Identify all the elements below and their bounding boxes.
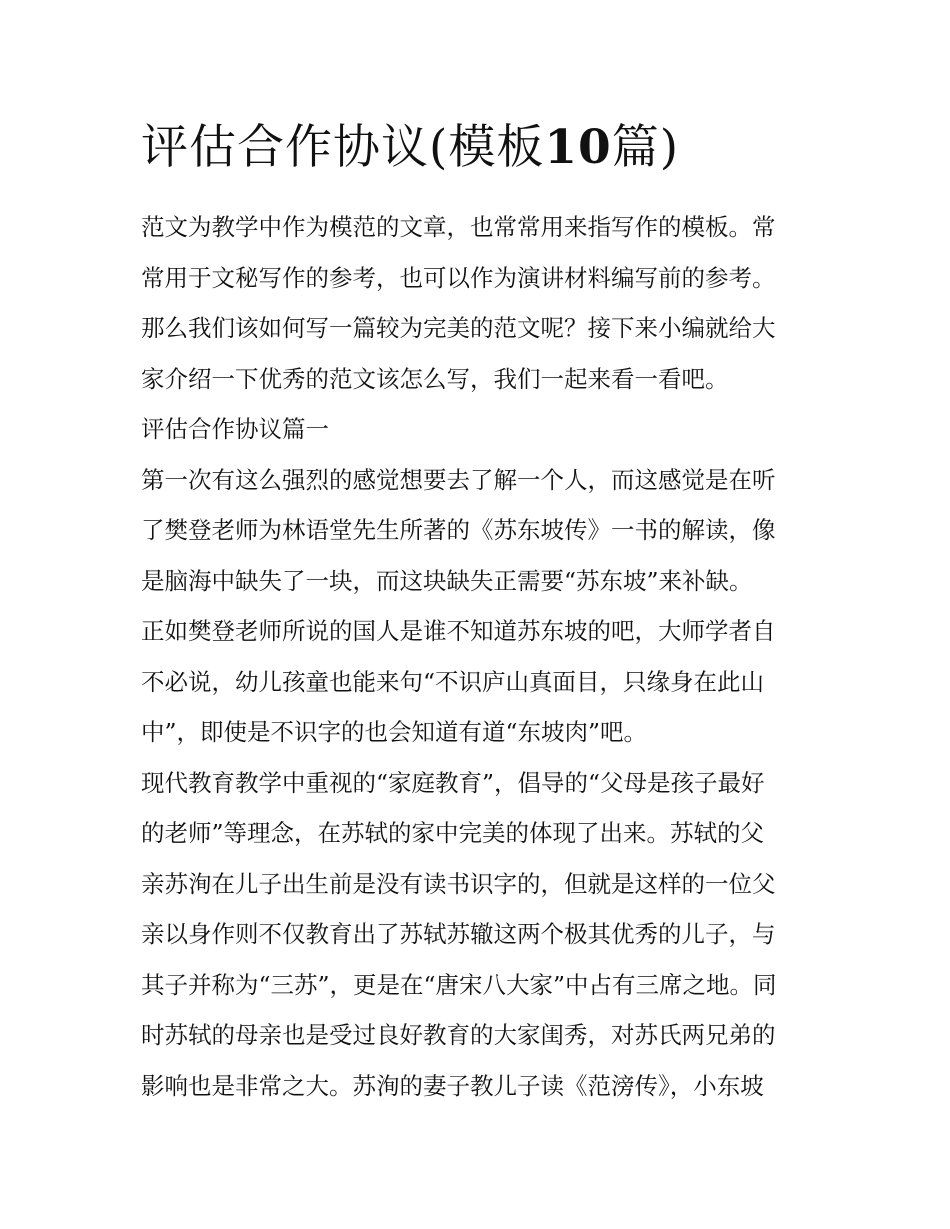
title-suffix: 篇): [611, 120, 680, 175]
text-line: 亲以身作则不仅教育出了苏轼苏辙这两个极其优秀的儿子，与: [141, 920, 776, 948]
text-line: 评估合作协议篇一: [141, 415, 329, 443]
text-line: 影响也是非常之大。苏洵的妻子教儿子读《范滂传》，小东坡: [141, 1071, 764, 1100]
text-line: 的老师”等理念，在苏轼的家中完美的体现了出来。苏轼的父: [141, 819, 765, 847]
text-line: 常用于文秘写作的参考，也可以作为演讲材料编写前的参考。: [141, 263, 776, 292]
text-line: 家介绍一下优秀的范文该怎么写，我们一起来看一看吧。: [141, 364, 729, 393]
text-line: 范文为教学中作为模范的文章，也常常用来指写作的模板。常: [141, 213, 776, 241]
document-title: [141, 118, 813, 178]
text-line: 亲苏洵在儿子出生前是没有读书识字的，但就是这样的一位父: [141, 869, 776, 898]
paragraph-3: [141, 758, 813, 1112]
paragraph-1: [141, 455, 813, 607]
section-heading: [141, 404, 813, 455]
text-line: 现代教育教学中重视的“家庭教育”，倡导的“父母是孩子最好: [141, 768, 765, 797]
title-number: 10: [544, 120, 612, 175]
paragraph-2: [141, 606, 813, 758]
title-text: 评估合作协议(模板: [141, 120, 545, 175]
text-line: 了樊登老师为林语堂先生所著的《苏东坡传》一书的解读，像: [141, 516, 776, 544]
text-line: 正如樊登老师所说的国人是谁不知道苏东坡的吧，大师学者自: [141, 617, 776, 645]
document-content: [141, 118, 813, 1111]
document-body: [141, 202, 813, 1111]
text-line: 第一次有这么强烈的感觉想要去了解一个人，而这感觉是在听: [141, 465, 776, 494]
text-line: 时苏轼的母亲也是受过良好教育的大家闺秀，对苏氏两兄弟的: [141, 1021, 776, 1049]
text-line: 不必说，幼儿孩童也能来句“不识庐山真面目，只缘身在此山: [141, 667, 765, 696]
text-line: 其子并称为“三苏”，更是在“唐宋八大家”中占有三席之地。同: [141, 970, 777, 999]
text-line: 那么我们该如何写一篇较为完美的范文呢？接下来小编就给大: [141, 314, 776, 342]
text-line: 是脑海中缺失了一块，而这块缺失正需要“苏东坡”来补缺。: [141, 566, 753, 595]
paragraph-intro: [141, 202, 813, 404]
text-line: 中”，即使是不识字的也会知道有道“东坡肉”吧。: [141, 718, 648, 746]
